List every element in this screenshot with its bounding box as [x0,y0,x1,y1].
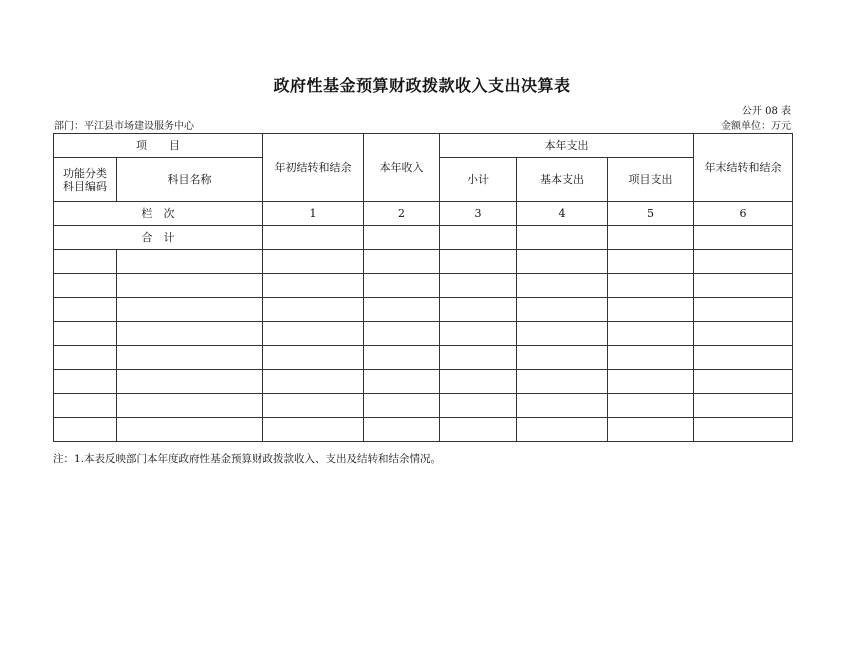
table-cell [440,274,517,298]
table-cell [440,298,517,322]
table-cell [364,274,440,298]
table-cell [117,394,263,418]
total-cell [364,226,440,250]
table-cell [694,274,793,298]
table-cell [517,274,608,298]
table-cell [263,274,364,298]
column-index-1: 1 [263,202,364,226]
item-header: 项 目 [54,134,263,158]
column-index-6: 6 [694,202,793,226]
table-row [54,394,793,418]
table-cell [608,298,694,322]
table-cell [694,346,793,370]
table-cell [694,394,793,418]
department-label: 部门：平江县市场建设服务中心 [54,121,194,132]
table-cell [263,346,364,370]
total-cell [263,226,364,250]
table-row [54,250,793,274]
table-cell [117,322,263,346]
subtotal-header: 小计 [440,158,517,202]
table-cell [517,418,608,442]
total-cell [608,226,694,250]
table-cell [694,298,793,322]
table-cell [517,250,608,274]
table-cell [608,322,694,346]
column-index-2: 2 [364,202,440,226]
table-cell [263,418,364,442]
table-cell [608,250,694,274]
table-cell [54,250,117,274]
table-row [54,418,793,442]
table-cell [117,250,263,274]
budget-table [53,133,793,442]
table-cell [54,418,117,442]
table-cell [263,322,364,346]
total-cell [694,226,793,250]
table-cell [517,322,608,346]
table-cell [364,418,440,442]
table-cell [608,418,694,442]
table-cell [608,394,694,418]
table-cell [117,346,263,370]
table-row [54,322,793,346]
subject-name-header: 科目名称 [117,158,263,202]
table-cell [364,298,440,322]
project-expense-header: 项目支出 [608,158,694,202]
table-cell [517,370,608,394]
table-cell [517,394,608,418]
table-cell [364,322,440,346]
form-code: 公开 08 表 [741,106,791,117]
table-cell [517,346,608,370]
table-cell [517,298,608,322]
total-label: 合 计 [54,226,263,250]
func-code-header [54,158,117,202]
table-cell [364,346,440,370]
expense-header: 本年支出 [440,134,694,158]
column-index-4: 4 [517,202,608,226]
table-cell [694,250,793,274]
basic-expense-header: 基本支出 [517,158,608,202]
table-cell [694,322,793,346]
table-cell [54,394,117,418]
footnote: 注：1.本表反映部门本年度政府性基金预算财政拨款收入、支出及结转和结余情况。 [53,453,442,465]
income-header: 本年收入 [364,134,440,202]
table-cell [440,250,517,274]
table-cell [263,394,364,418]
table-row [54,298,793,322]
table-row [54,370,793,394]
table-cell [54,370,117,394]
table-cell [364,394,440,418]
table-cell [440,322,517,346]
table-cell [263,370,364,394]
closing-balance-header: 年末结转和结余 [694,134,793,202]
table-cell [117,418,263,442]
table-cell [694,418,793,442]
table-cell [54,346,117,370]
table-cell [440,394,517,418]
table-cell [364,370,440,394]
table-cell [694,370,793,394]
table-cell [364,250,440,274]
total-cell [517,226,608,250]
table-cell [263,250,364,274]
table-cell [608,274,694,298]
total-cell [440,226,517,250]
func-code-line2: 科目编码 [63,179,107,193]
table-cell [117,274,263,298]
table-cell [263,298,364,322]
table-cell [440,370,517,394]
table-cell [440,418,517,442]
column-index-3: 3 [440,202,517,226]
table-row [54,346,793,370]
table-cell [117,298,263,322]
table-cell [54,322,117,346]
table-cell [54,274,117,298]
table-cell [608,370,694,394]
table-cell [117,370,263,394]
opening-balance-header: 年初结转和结余 [263,134,364,202]
unit-label: 金额单位：万元 [721,121,791,132]
data-rows [54,250,793,442]
table-row [54,274,793,298]
page-title: 政府性基金预算财政拨款收入支出决算表 [273,76,571,95]
column-index-label: 栏 次 [54,202,263,226]
table-cell [440,346,517,370]
column-index-5: 5 [608,202,694,226]
func-code-line1: 功能分类 [63,166,107,180]
table-cell [54,298,117,322]
table-cell [608,346,694,370]
